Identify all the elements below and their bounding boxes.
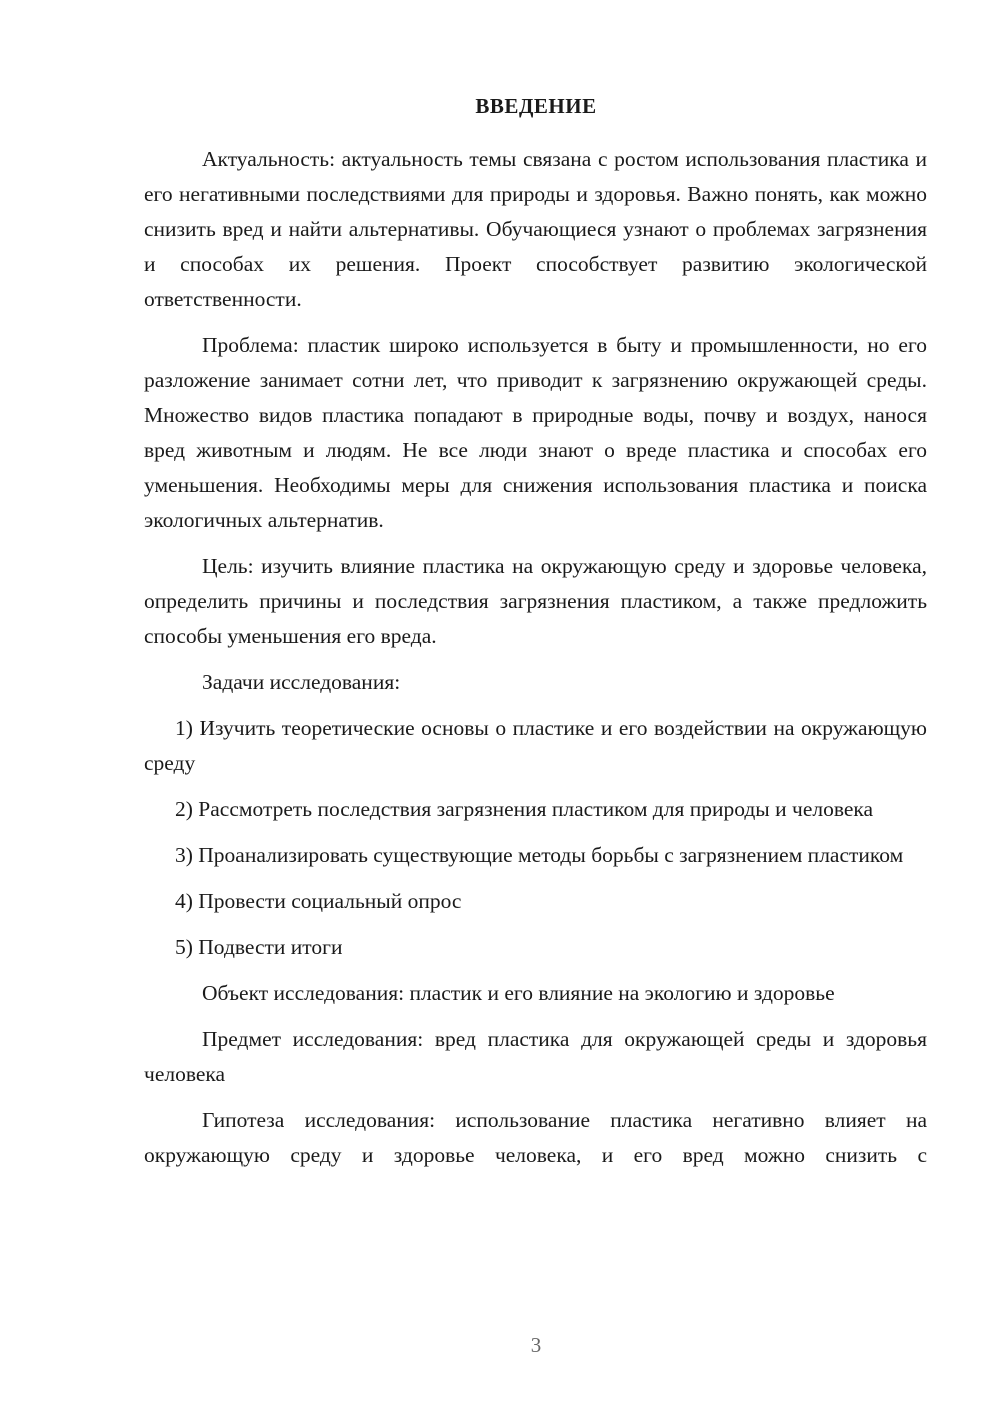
paragraph-relevance: Актуальность: актуальность темы связана с ростом использования пластика и его негативными последствиями для природы и здоровья. Важно понять, как можно снизить вред и найти альтернативы. Обучающиеся узнают о проблемах загрязнения и способах их решения. Проект способствует развитию экологической ответственности. — [144, 147, 927, 311]
paragraph-problem: Проблема: пластик широко используется в быту и промышленности, но его разложение занимает сотни лет, что приводит к загрязнению окружающей среды. Множество видов пластика попадают в природные воды, почву и воздух, нанося вред животным и людям. Не все люди знают о вреде пластика и способах его уменьшения. Необходимы меры для снижения использования пластика и поиска экологичных альтернатив. — [144, 333, 927, 532]
task-item-3: 3) Проанализировать существующие методы борьбы с загрязнением пластиком — [175, 843, 904, 867]
page-number: 3 — [530, 1333, 542, 1357]
task-item-1: 1) Изучить теоретические основы о пластике и его воздействии на окружающую среду — [144, 716, 927, 775]
body-text — [144, 142, 927, 1184]
task-item-4: 4) Провести социальный опрос — [175, 889, 462, 913]
paragraph-goal: Цель: изучить влияние пластика на окружающую среду и здоровье человека, определить причины и последствия загрязнения пластиком, а также предложить способы уменьшения его вреда. — [144, 554, 927, 648]
paragraph-subject: Предмет исследования: вред пластика для окружающей среды и здоровья человека — [144, 1027, 927, 1086]
paragraph-object: Объект исследования: пластик и его влияние на экологию и здоровье — [202, 981, 835, 1005]
task-item-2: 2) Рассмотреть последствия загрязнения пластиком для природы и человека — [175, 797, 874, 821]
section-title: ВВЕДЕНИЕ — [475, 94, 597, 118]
task-item-5: 5) Подвести итоги — [175, 935, 343, 959]
paragraph-hypothesis: Гипотеза исследования: использование пластика негативно влияет на окружающую среду и здоровье человека, и его вред можно снизить с — [144, 1108, 927, 1167]
tasks-heading: Задачи исследования: — [202, 670, 401, 694]
